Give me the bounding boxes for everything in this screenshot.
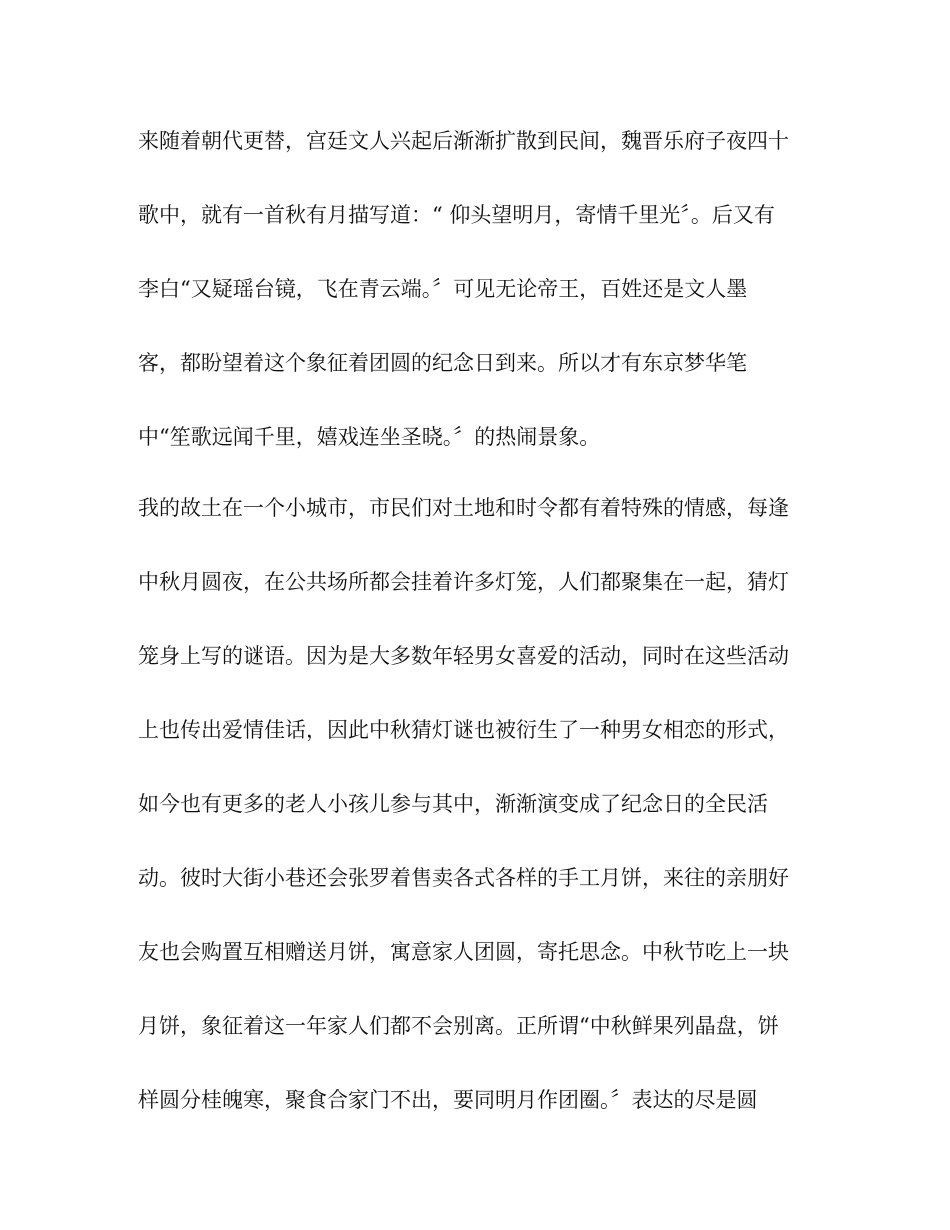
text-line: 歌中，就有一首秋有月描写道：“ 仰头望明月，寄情千里光〞。后又有 xyxy=(138,203,775,227)
text-line: 笼身上写的谜语。因为是大多数年轻男女喜爱的活动，同时在这些活动 xyxy=(138,644,789,668)
text-line: 上也传出爱情佳话，因此中秋猜灯谜也被衍生了一种男女相恋的形式， xyxy=(138,718,789,742)
text-line: 动。彼时大街小巷还会张罗着售卖各式各样的手工月饼，来往的亲朋好 xyxy=(138,866,789,890)
text-line: 来随着朝代更替，宫廷文人兴起后渐渐扩散到民间，魏晋乐府子夜四十 xyxy=(138,129,789,153)
text-line: 样圆分桂魄寒，聚食合家门不出，要同明月作团圈。〞表达的尽是圆 xyxy=(138,1088,758,1112)
text-line: 客，都盼望着这个象征着团圆的纪念日到来。所以才有东京梦华笔 xyxy=(138,351,747,375)
text-line: 如今也有更多的老人小孩儿参与其中，渐渐演变成了纪念日的全民活 xyxy=(138,792,768,816)
text-line: 友也会购置互相赠送月饼，寓意家人团圆，寄托思念。中秋节吃上一块 xyxy=(138,940,789,964)
text-line: 月饼，象征着这一年家人们都不会别离。正所谓“中秋鲜果列晶盘，饼 xyxy=(138,1014,779,1038)
text-line: 李白“又疑瑶台镜，飞在青云端。〞可见无论帝王，百姓还是文人墨 xyxy=(138,277,748,301)
text-line: 中秋月圆夜，在公共场所都会挂着许多灯笼，人们都聚集在一起，猜灯 xyxy=(138,570,789,594)
text-line: 中“笙歌远闻千里，嬉戏连坐圣晓。〞的热闹景象。 xyxy=(138,425,601,449)
text-line: 我的故土在一个小城市，市民们对土地和时令都有着特殊的情感，每逢 xyxy=(138,496,789,520)
